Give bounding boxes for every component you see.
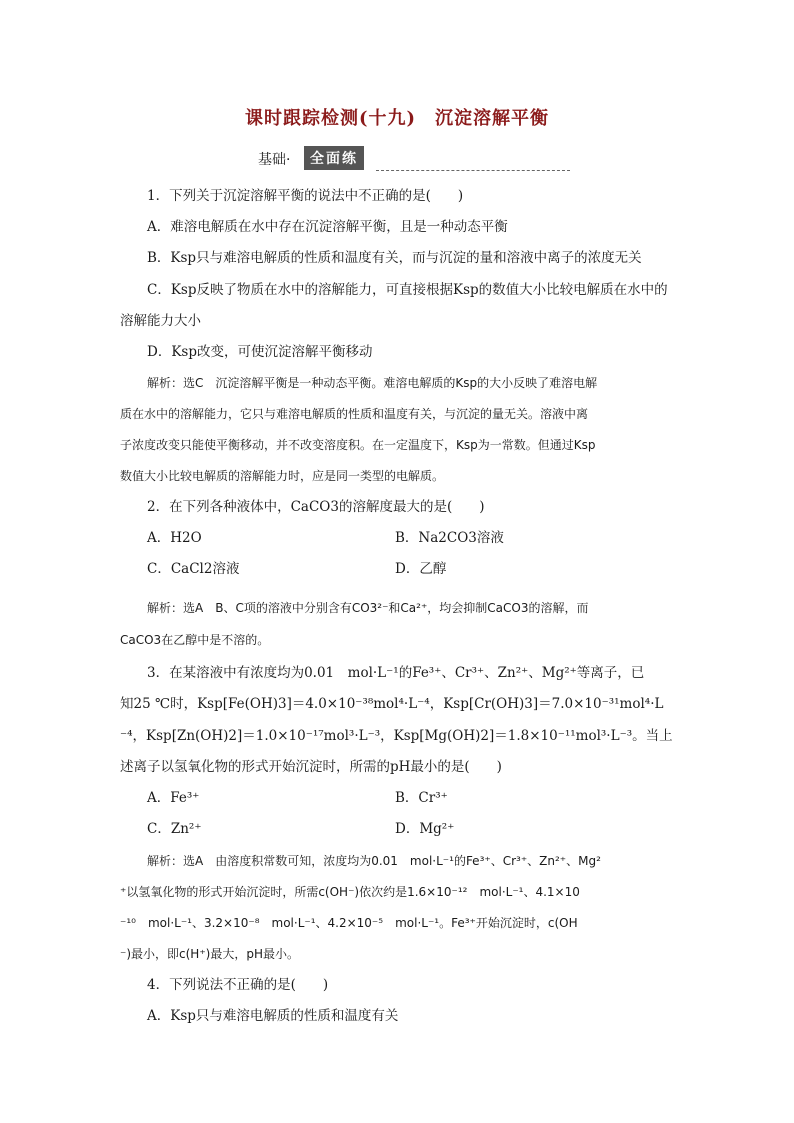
question-2: 2．在下列各种液体中，CaCO3的溶解度最大的是( ) <box>147 499 485 515</box>
section-badge: 全面练 <box>304 146 364 170</box>
q4-option-a: A．Ksp只与难溶电解质的性质和温度有关 <box>147 1008 399 1024</box>
q2-option-d: D．乙醇 <box>395 561 447 577</box>
q3-analysis-cont: ⁻)最小，即c(H⁺)最大，pH最小。 <box>120 947 299 961</box>
q3-option-c: C．Zn²⁺ <box>147 821 202 837</box>
q1-analysis-cont: 数值大小比较电解质的溶解能力时，应是同一类型的电解质。 <box>120 469 445 483</box>
section-divider <box>376 170 570 171</box>
question-3-cont: 述离子以氢氧化物的形式开始沉淀时，所需的pH最小的是( ) <box>120 759 502 775</box>
section-header <box>258 146 570 172</box>
question-3: 3．在某溶液中有浓度均为0.01 mol·L⁻¹的Fe³⁺、Cr³⁺、Zn²⁺、Mg²⁺等离子，已 <box>147 665 645 681</box>
q2-option-a: A．H2O <box>147 530 202 546</box>
q1-analysis: 解析：选C 沉淀溶解平衡是一种动态平衡。难溶电解质的Ksp的大小反映了难溶电解 <box>147 376 598 390</box>
q2-option-b: B．Na2CO3溶液 <box>395 530 504 546</box>
question-3-cont: 知25 ℃时，Ksp[Fe(OH)3]＝4.0×10⁻³⁸mol⁴·L⁻⁴，Ksp[Cr(OH)3]＝7.0×10⁻³¹mol⁴·L <box>120 696 664 712</box>
q2-option-c: C．CaCl2溶液 <box>147 561 240 577</box>
q1-option-c: C．Ksp反映了物质在水中的溶解能力，可直接根据Ksp的数值大小比较电解质在水中的 <box>147 282 668 298</box>
question-1: 1．下列关于沉淀溶解平衡的说法中不正确的是( ) <box>147 188 464 204</box>
question-3-cont: ⁻⁴，Ksp[Zn(OH)2]＝1.0×10⁻¹⁷mol³·L⁻³，Ksp[Mg(OH)2]＝1.8×10⁻¹¹mol³·L⁻³。当上 <box>120 728 673 744</box>
q3-option-a: A．Fe³⁺ <box>147 790 200 806</box>
question-4: 4．下列说法不正确的是( ) <box>147 977 329 993</box>
q3-analysis-cont: ⁺以氢氧化物的形式开始沉淀时，所需c(OH⁻)依次约是1.6×10⁻¹² mol·L⁻¹、4.1×10 <box>120 885 580 899</box>
q2-analysis: 解析：选A B、C项的溶液中分别含有CO3²⁻和Ca²⁺，均会抑制CaCO3的溶解，而 <box>147 601 589 615</box>
section-prefix: 基础· <box>258 152 291 168</box>
q1-analysis-cont: 质在水中的溶解能力，它只与难溶电解质的性质和温度有关，与沉淀的量无关。溶液中离 <box>120 407 589 421</box>
q2-analysis-cont: CaCO3在乙醇中是不溶的。 <box>120 633 270 647</box>
q3-analysis-cont: ⁻¹⁰ mol·L⁻¹、3.2×10⁻⁸ mol·L⁻¹、4.2×10⁻⁵ mol·L⁻¹。Fe³⁺开始沉淀时，c(OH <box>120 916 578 930</box>
q3-option-b: B．Cr³⁺ <box>395 790 448 806</box>
page-title: 课时跟踪检测(十九) 沉淀溶解平衡 <box>244 108 550 129</box>
q1-option-c-cont: 溶解能力大小 <box>120 313 201 329</box>
q1-option-a: A．难溶电解质在水中存在沉淀溶解平衡，且是一种动态平衡 <box>147 219 508 235</box>
q1-option-b: B．Ksp只与难溶电解质的性质和温度有关，而与沉淀的量和溶液中离子的浓度无关 <box>147 250 642 266</box>
q3-analysis: 解析：选A 由溶度积常数可知，浓度均为0.01 mol·L⁻¹的Fe³⁺、Cr³⁺、Zn²⁺、Mg² <box>147 854 601 868</box>
q3-option-d: D．Mg²⁺ <box>395 821 455 837</box>
q1-analysis-cont: 子浓度改变只能使平衡移动，并不改变溶度积。在一定温度下，Ksp为一常数。但通过Ksp <box>120 438 596 452</box>
q1-option-d: D．Ksp改变，可使沉淀溶解平衡移动 <box>147 344 373 360</box>
